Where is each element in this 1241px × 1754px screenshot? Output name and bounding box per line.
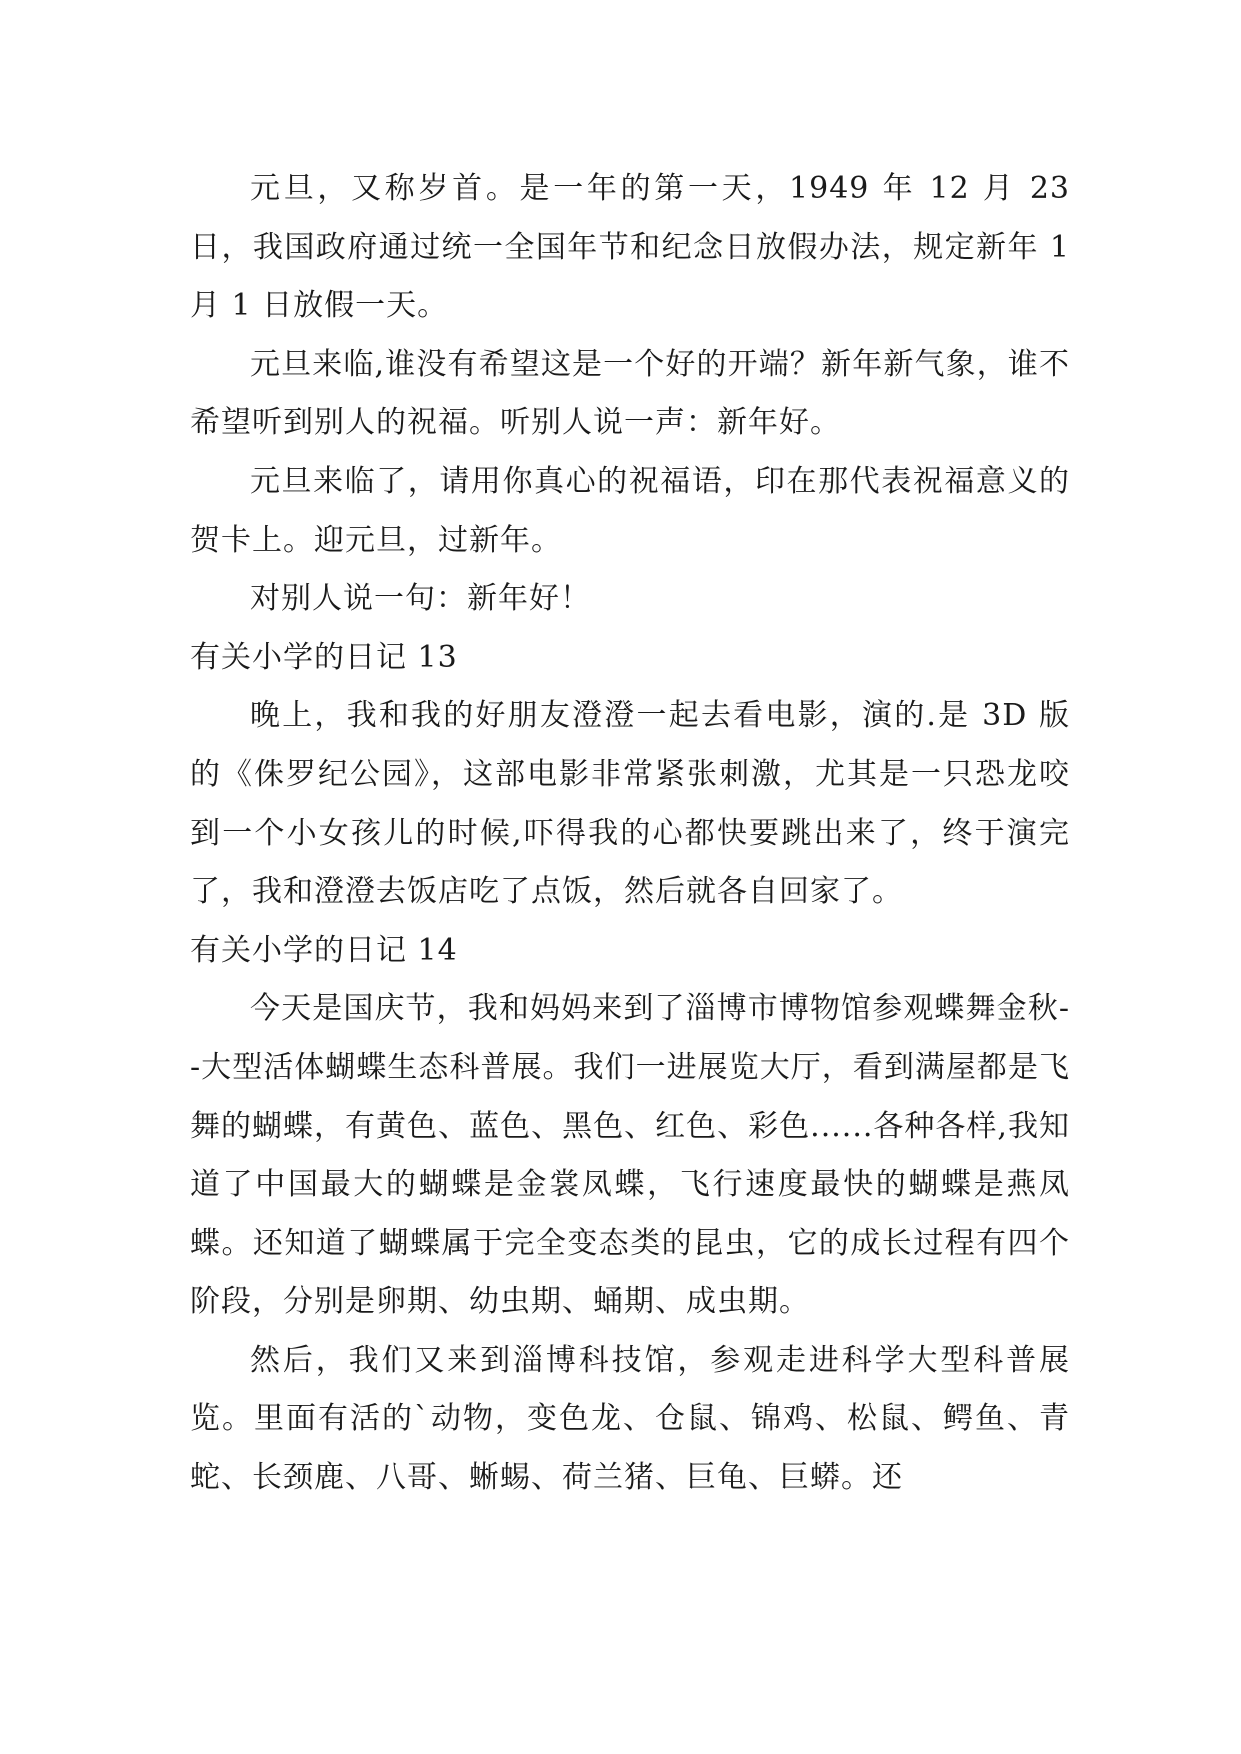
paragraph-movie-night: 晚上，我和我的好朋友澄澄一起去看电影，演的.是 3D 版的《侏罗纪公园》，这部电影非常紧张刺激，尤其是一只恐龙咬到一个小女孩儿的时候,吓得我的心都快要跳出来了，终于演完了，我和澄澄去饭店吃了点饭，然后就各自回家了。	[190, 698, 1070, 910]
paragraph-new-year-wish: 元旦来临,谁没有希望这是一个好的开端？新年新气象，谁不希望听到别人的祝福。听别人说一声：新年好。	[190, 346, 1070, 441]
paragraph-say-happy-new-year: 对别人说一句：新年好！	[250, 581, 591, 617]
paragraph-greeting-card: 元旦来临了，请用你真心的祝福语，印在那代表祝福意义的贺卡上。迎元旦，过新年。	[190, 463, 1070, 558]
paragraph-butterfly-exhibition: 今天是国庆节，我和妈妈来到了淄博市博物馆参观蝶舞金秋--大型活体蝴蝶生态科普展。我们一进展览大厅，看到满屋都是飞舞的蝴蝶，有黄色、蓝色、黑色、红色、彩色......各种各样,我知道了中国最大的蝴蝶是金裳凤蝶，飞行速度最快的蝴蝶是燕凤蝶。还知道了蝴蝶属于完全变态类的昆虫，它的成长过程有四个阶段，分别是卵期、幼虫期、蛹期、成虫期。	[190, 991, 1070, 1320]
document-body	[190, 160, 1070, 1508]
paragraph-new-year-intro: 元旦，又称岁首。是一年的第一天，1949 年 12 月 23 日，我国政府通过统一全国年节和纪念日放假办法，规定新年 1 月 1 日放假一天。	[190, 171, 1070, 324]
section-heading-diary-13: 有关小学的日记 13	[190, 639, 458, 675]
section-heading-diary-14: 有关小学的日记 14	[190, 932, 458, 968]
paragraph-science-museum: 然后，我们又来到淄博科技馆，参观走进科学大型科普展览。里面有活的`动物，变色龙、仓鼠、锦鸡、松鼠、鳄鱼、青蛇、长颈鹿、八哥、蜥蜴、荷兰猪、巨龟、巨蟒。还	[190, 1342, 1070, 1496]
